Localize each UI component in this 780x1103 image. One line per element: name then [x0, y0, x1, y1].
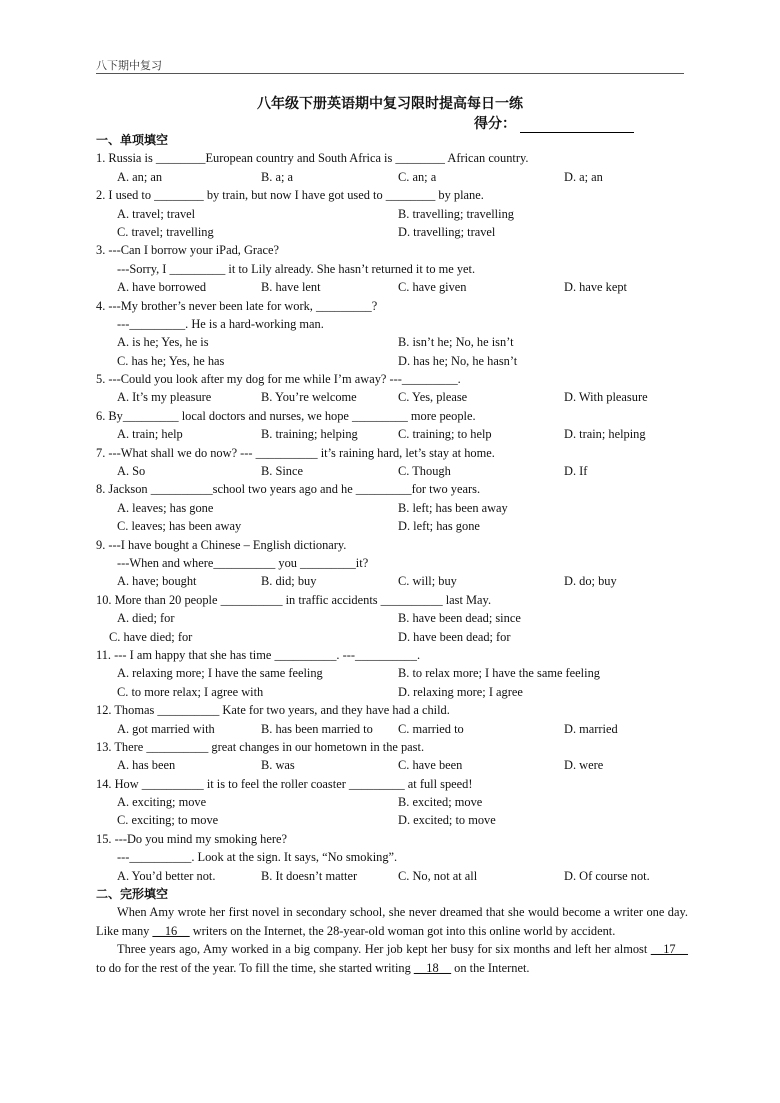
- answer-option-b[interactable]: B. It doesn’t matter: [261, 868, 358, 883]
- paragraph-text: to do for the rest of the year. To fill the time, she started writing: [96, 960, 414, 975]
- answer-option-b[interactable]: B. have lent: [261, 280, 321, 295]
- question-stem: 15. ---Do you mind my smoking here?: [96, 831, 287, 846]
- paragraph-text: When Amy wrote her first novel in secondary school, she never dreamed that she would become a writer one day. Like many: [96, 905, 688, 938]
- options-row: [96, 867, 688, 885]
- question-dialogue-line: ---__________. Look at the sign. It says, “No smoking”.: [117, 850, 398, 865]
- question-stem: 7. ---What shall we do now? --- __________ it’s raining hard, let’s stay at home.: [96, 445, 495, 460]
- options-row: [96, 683, 688, 701]
- answer-option-b[interactable]: B. training; helping: [261, 427, 358, 442]
- answer-option-d[interactable]: D. married: [564, 721, 618, 736]
- page-title: 八年级下册英语期中复习限时提高每日一练: [257, 96, 523, 112]
- question-stem: 4. ---My brother’s never been late for work, _________?: [96, 298, 378, 313]
- question-stem: 2. I used to ________ by train, but now I have got used to ________ by plane.: [96, 188, 484, 203]
- answer-option-c[interactable]: C. have died; for: [109, 629, 193, 644]
- answer-option-d[interactable]: D. has he; No, he hasn’t: [398, 353, 518, 368]
- exam-content: [96, 131, 688, 977]
- options-row: [96, 205, 688, 223]
- cloze-paragraph-1: [96, 903, 688, 940]
- question-dialogue-line: ---Sorry, I _________ it to Lily already. She hasn’t returned it to me yet.: [117, 261, 476, 276]
- answer-option-c[interactable]: C. have given: [398, 280, 467, 295]
- answer-option-a[interactable]: A. leaves; has gone: [117, 500, 214, 515]
- question-dialogue-line: ---_________. He is a hard-working man.: [117, 316, 324, 331]
- cloze-blank-18[interactable]: __18__: [413, 960, 452, 975]
- question-stem: 13. There __________ great changes in our hometown in the past.: [96, 739, 425, 754]
- answer-option-c[interactable]: C. exciting; to move: [117, 813, 219, 828]
- answer-option-b[interactable]: B. did; buy: [261, 574, 317, 589]
- options-row: [96, 425, 688, 443]
- question-stem: 1. Russia is ________European country and South Africa is ________ African country.: [96, 151, 529, 166]
- answer-option-d[interactable]: D. relaxing more; I agree: [398, 684, 523, 699]
- answer-option-a[interactable]: A. an; an: [117, 169, 163, 184]
- answer-option-b[interactable]: B. have been dead; since: [398, 611, 521, 626]
- question-stem: 8. Jackson __________school two years ago and he _________for two years.: [96, 482, 481, 497]
- options-row: [96, 499, 688, 517]
- options-row: [96, 278, 688, 296]
- answer-option-c[interactable]: C. married to: [398, 721, 464, 736]
- answer-option-d[interactable]: D. a; an: [564, 169, 603, 184]
- answer-option-d[interactable]: D. do; buy: [564, 574, 617, 589]
- answer-option-a[interactable]: A. It’s my pleasure: [117, 390, 212, 405]
- question-stem: 11. --- I am happy that she has time __________. ---__________.: [96, 647, 421, 662]
- answer-option-c[interactable]: C. Though: [398, 464, 451, 479]
- answer-option-d[interactable]: D. train; helping: [564, 427, 646, 442]
- header-divider: [96, 73, 684, 74]
- answer-option-b[interactable]: B. a; a: [261, 169, 293, 184]
- score-label: 得分：: [474, 116, 516, 132]
- options-row: [96, 793, 688, 811]
- question-stem: 14. How __________ it is to feel the roller coaster _________ at full speed!: [96, 776, 473, 791]
- answer-option-a[interactable]: A. exciting; move: [117, 795, 207, 810]
- answer-option-b[interactable]: B. excited; move: [398, 795, 483, 810]
- options-row: [96, 572, 688, 590]
- cloze-blank-17[interactable]: __17__: [650, 942, 688, 957]
- answer-option-c[interactable]: C. will; buy: [398, 574, 457, 589]
- options-row: [96, 352, 688, 370]
- options-row: [96, 628, 688, 646]
- paragraph-text: Three years ago, Amy worked in a big company. Her job kept her busy for six months and left her almost: [117, 942, 651, 957]
- options-row: [96, 756, 688, 774]
- answer-option-d[interactable]: D. were: [564, 758, 604, 773]
- options-row: [96, 168, 688, 186]
- answer-option-c[interactable]: C. Yes, please: [398, 390, 468, 405]
- answer-option-b[interactable]: B. travelling; travelling: [398, 206, 514, 221]
- options-row: [96, 462, 688, 480]
- options-row: [96, 720, 688, 738]
- answer-option-c[interactable]: C. leaves; has been away: [117, 519, 242, 534]
- answer-option-c[interactable]: C. an; a: [398, 169, 437, 184]
- answer-option-a[interactable]: A. So: [117, 464, 146, 479]
- page-header: 八下期中复习: [96, 60, 162, 72]
- section-heading-single-choice: 一、单项填空: [96, 133, 169, 147]
- answer-option-a[interactable]: A. died; for: [117, 611, 175, 626]
- answer-option-a[interactable]: A. got married with: [117, 721, 215, 736]
- question-stem: 9. ---I have bought a Chinese – English dictionary.: [96, 537, 347, 552]
- paragraph-text: on the Internet.: [451, 960, 530, 975]
- answer-option-d[interactable]: D. excited; to move: [398, 813, 496, 828]
- answer-option-b[interactable]: B. has been married to: [261, 721, 373, 736]
- section-heading-cloze: 二、完形填空: [96, 887, 169, 902]
- options-row: [96, 223, 688, 241]
- answer-option-a[interactable]: A. You’d better not.: [117, 868, 216, 883]
- options-row: [96, 517, 688, 535]
- cloze-blank-16[interactable]: __16__: [152, 923, 190, 938]
- answer-option-a[interactable]: A. have borrowed: [117, 280, 207, 295]
- question-stem: 12. Thomas __________ Kate for two years, and they have had a child.: [96, 703, 450, 718]
- answer-option-c[interactable]: C. training; to help: [398, 427, 492, 442]
- question-stem: 6. By_________ local doctors and nurses, we hope _________ more people.: [96, 408, 476, 423]
- question-stem: 3. ---Can I borrow your iPad, Grace?: [96, 243, 280, 258]
- options-row: [96, 333, 688, 351]
- answer-option-d[interactable]: D. Of course not.: [564, 868, 650, 883]
- answer-option-a[interactable]: A. has been: [117, 758, 176, 773]
- answer-option-d[interactable]: D. have been dead; for: [398, 629, 511, 644]
- answer-option-a[interactable]: A. travel; travel: [117, 206, 196, 221]
- question-list: [96, 149, 688, 885]
- answer-option-b[interactable]: B. left; has been away: [398, 500, 508, 515]
- options-row: [96, 664, 688, 682]
- score-field: [474, 113, 634, 133]
- answer-option-b[interactable]: B. isn’t he; No, he isn’t: [398, 335, 514, 350]
- answer-option-a[interactable]: A. train; help: [117, 427, 183, 442]
- answer-option-d[interactable]: D. If: [564, 464, 588, 479]
- answer-option-b[interactable]: B. was: [261, 758, 295, 773]
- answer-option-b[interactable]: B. You’re welcome: [261, 390, 357, 405]
- answer-option-b[interactable]: B. Since: [261, 464, 303, 479]
- answer-option-a[interactable]: A. have; bought: [117, 574, 197, 589]
- answer-option-a[interactable]: A. is he; Yes, he is: [117, 335, 209, 350]
- answer-option-d[interactable]: D. travelling; travel: [398, 224, 496, 239]
- question-stem: 10. More than 20 people __________ in traffic accidents __________ last May.: [96, 592, 492, 607]
- options-row: [96, 609, 688, 627]
- cloze-paragraph-2: [96, 940, 688, 977]
- question-dialogue-line: ---When and where__________ you _________it?: [117, 555, 369, 570]
- answer-option-d[interactable]: D. have kept: [564, 280, 627, 295]
- answer-option-b[interactable]: B. to relax more; I have the same feeling: [398, 666, 600, 681]
- answer-option-a[interactable]: A. relaxing more; I have the same feeling: [117, 666, 323, 681]
- answer-option-c[interactable]: C. has he; Yes, he has: [117, 353, 225, 368]
- answer-option-d[interactable]: D. left; has gone: [398, 519, 480, 534]
- answer-option-c[interactable]: C. No, not at all: [398, 868, 478, 883]
- answer-option-c[interactable]: C. travel; travelling: [117, 224, 214, 239]
- answer-option-c[interactable]: C. to more relax; I agree with: [117, 684, 264, 699]
- options-row: [96, 811, 688, 829]
- options-row: [96, 388, 688, 406]
- paragraph-text: writers on the Internet, the 28-year-old woman got into this online world by accident.: [189, 923, 616, 938]
- answer-option-d[interactable]: D. With pleasure: [564, 390, 648, 405]
- question-stem: 5. ---Could you look after my dog for me while I’m away? ---_________.: [96, 372, 461, 387]
- answer-option-c[interactable]: C. have been: [398, 758, 463, 773]
